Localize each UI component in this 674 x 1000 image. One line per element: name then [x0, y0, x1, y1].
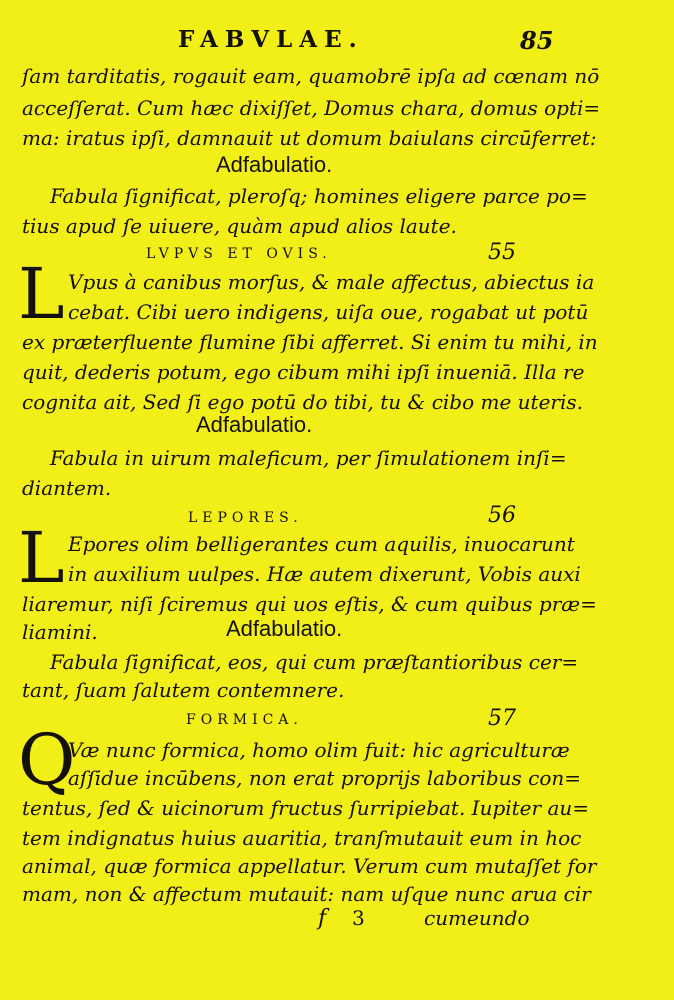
- drop-cap: Q: [18, 719, 76, 801]
- text-line: ſam tarditatis, rogauit eam, quamobrē ipſa ad cœnam nō: [22, 64, 600, 88]
- signature-mark: f: [318, 906, 327, 931]
- moral-heading: Adfabulatio.: [216, 152, 333, 177]
- text-line: ex præterfluente flumine ſibi afferret. Si enim tu mihi, in: [22, 330, 598, 354]
- signature-number: 3: [352, 906, 365, 930]
- text-line: animal, quæ formica appellatur. Verum cum mutaſſet for: [22, 854, 597, 878]
- text-line: liaremur, niſi ſciremus qui uos eſtis, & cum quibus præ=: [22, 592, 597, 616]
- fable-title: FORMICA.: [186, 712, 303, 728]
- fable-title: LEPORES.: [188, 510, 303, 526]
- moral-line: tius apud ſe uiuere, quàm apud alios laute.: [22, 214, 457, 238]
- text-line: aſſidue incūbens, non erat proprijs laboribus con=: [68, 766, 582, 790]
- drop-cap: L: [18, 517, 65, 599]
- running-title: FABVLAE.: [178, 26, 364, 53]
- text-line: Væ nunc formica, homo olim fuit: hic agriculturæ: [68, 738, 570, 762]
- text-line: in auxilium uulpes. Hæ autem dixerunt, Vobis auxi: [68, 562, 581, 586]
- moral-heading: Adfabulatio.: [226, 616, 343, 641]
- page-number: 85: [520, 26, 554, 55]
- text-line: tem indignatus huius auaritia, tranſmutauit eum in hoc: [22, 826, 582, 850]
- moral-line: Fabula ſignificat, eos, qui cum præſtantioribus cer=: [50, 650, 579, 674]
- moral-heading: Adfabulatio.: [196, 412, 313, 437]
- text-line: Epores olim belligerantes cum aquilis, inuocarunt: [68, 532, 575, 556]
- moral-line: Fabula in uirum maleficum, per ſimulationem inſi=: [50, 446, 567, 470]
- text-line: ma: iratus ipſi, damnauit ut domum baiulans circūferret:: [22, 126, 597, 150]
- text-line: liamini.: [22, 620, 98, 644]
- catchword: cumeundo: [424, 906, 530, 930]
- fable-number: 57: [488, 706, 516, 731]
- fable-number: 56: [488, 503, 516, 528]
- moral-line: Fabula ſignificat, pleroſq; homines eligere parce po=: [50, 184, 588, 208]
- fable-number: 55: [488, 240, 516, 265]
- moral-line: diantem.: [22, 476, 112, 500]
- text-line: quit, dederis potum, ego cibum mihi ipſi inueniā. Illa re: [22, 360, 585, 384]
- text-line: mam, non & affectum mutauit: nam uſque nunc arua cir: [22, 882, 591, 906]
- text-line: Vpus à canibus morſus, & male affectus, abiectus ia: [68, 270, 595, 294]
- text-line: cebat. Cibi uero indigens, uiſa oue, rogabat ut potū: [68, 300, 589, 324]
- text-line: cognita ait, Sed ſi ego potū do tibi, tu & cibo me uteris.: [22, 390, 583, 414]
- text-line: tentus, ſed & uicinorum fructus ſurripiebat. Iupiter au=: [22, 796, 590, 820]
- text-line: acceſſerat. Cum hæc dixiſſet, Domus chara, domus opti=: [22, 96, 601, 120]
- drop-cap: L: [18, 253, 65, 335]
- moral-line: tant, ſuam ſalutem contemnere.: [22, 678, 345, 702]
- fable-title: LVPVS ET OVIS.: [146, 246, 332, 262]
